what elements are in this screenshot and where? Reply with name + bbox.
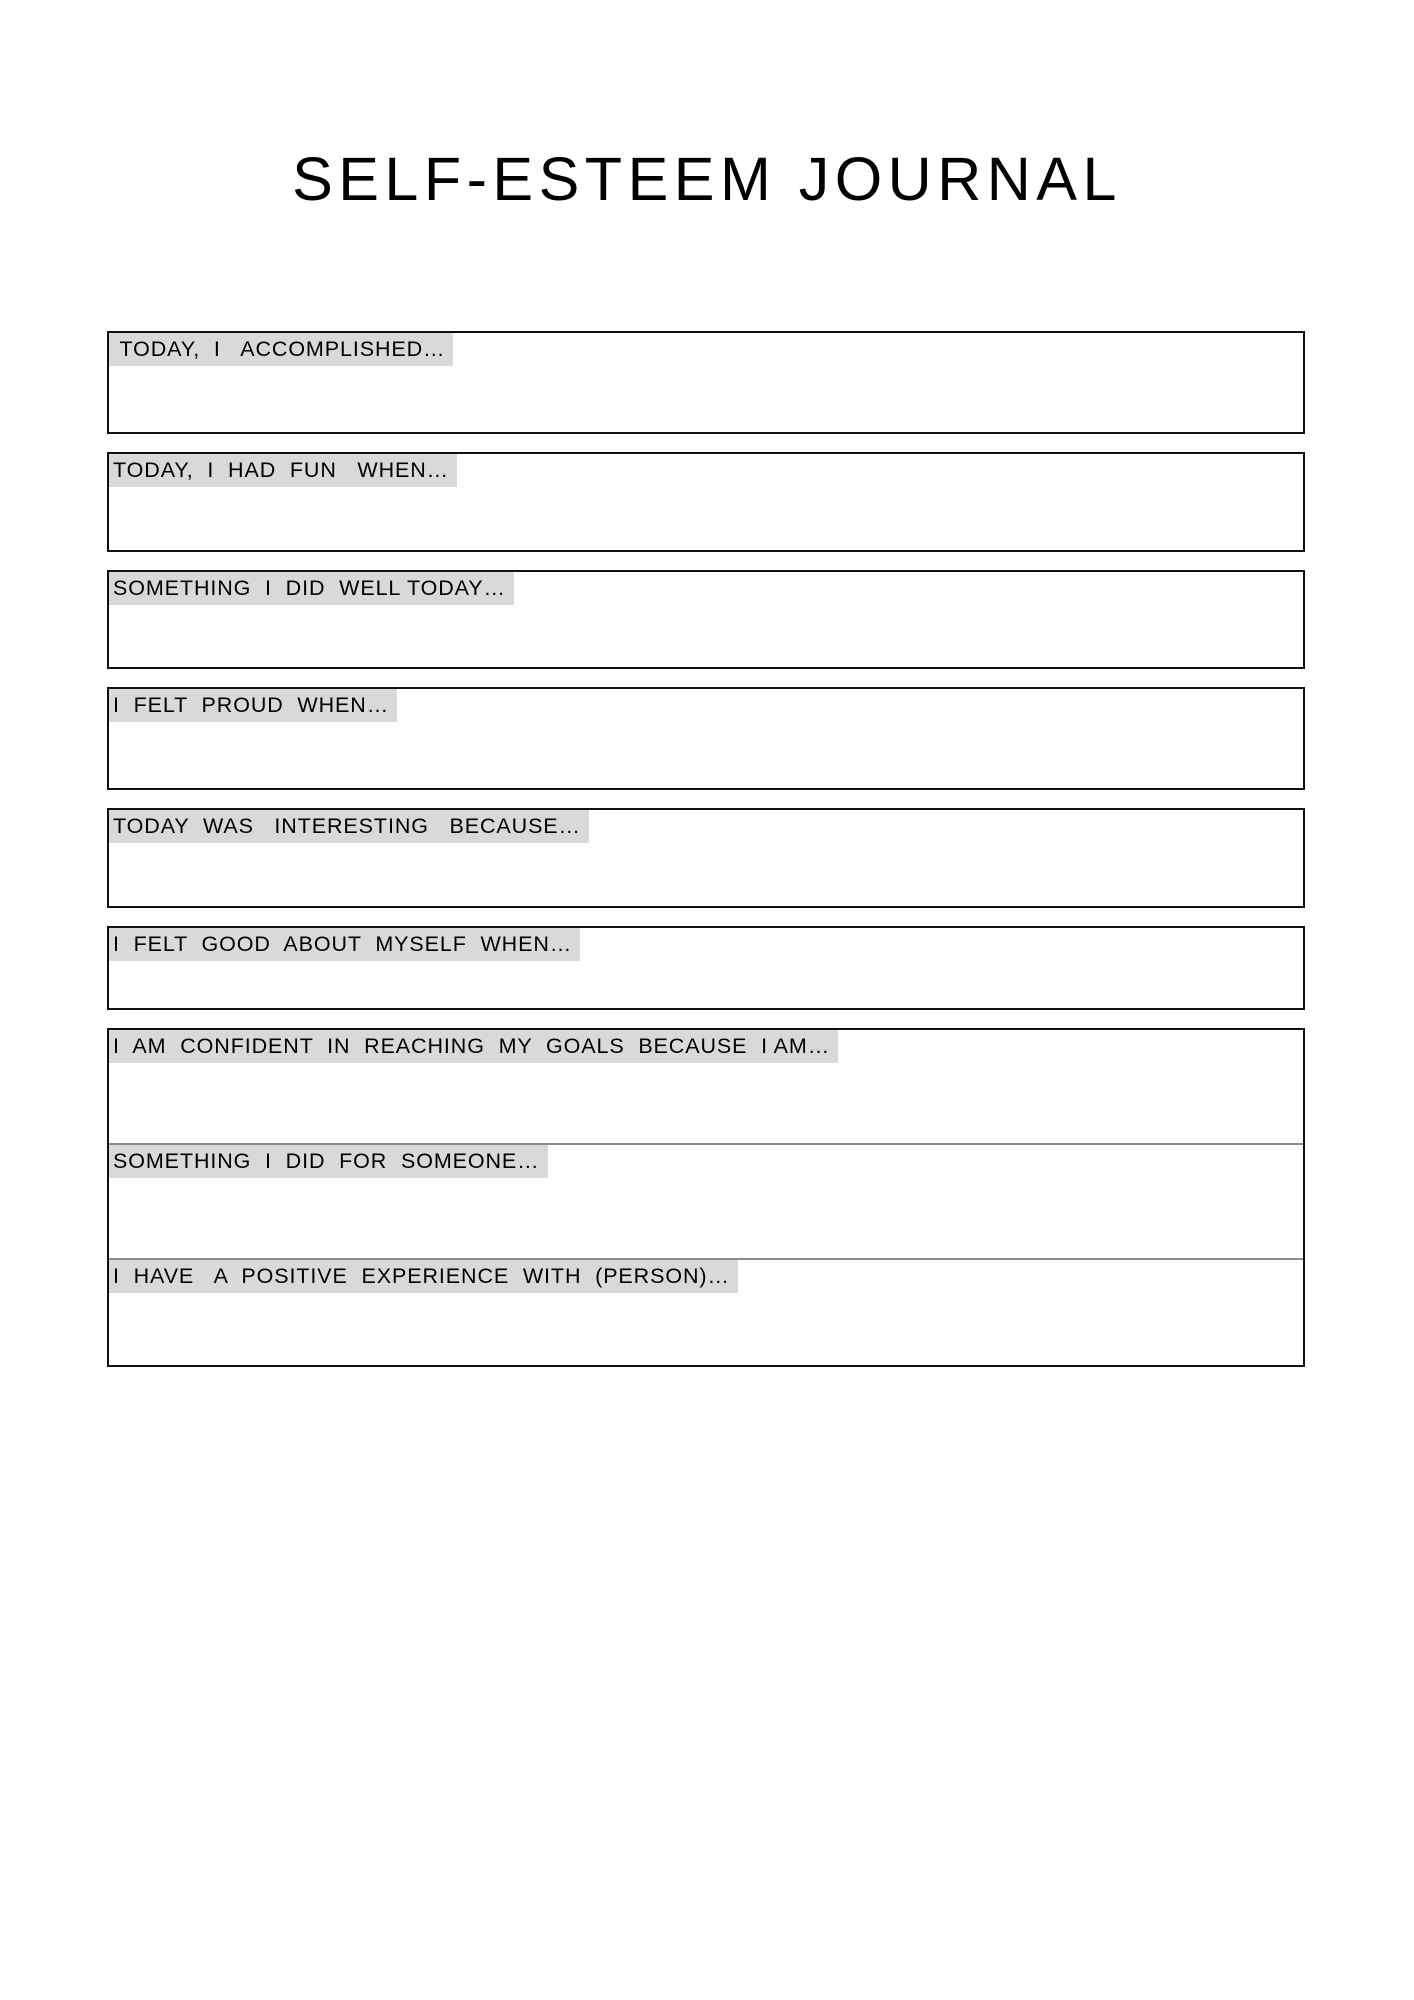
prompt-label-line	[109, 810, 1303, 843]
page-title: SELF-ESTEEM JOURNAL	[292, 144, 1122, 213]
answer-area-positive-experience-with-person[interactable]	[109, 1293, 1303, 1365]
prompt-list	[107, 331, 1305, 1367]
prompt-box-did-for-someone[interactable]	[109, 1145, 1303, 1260]
prompt-label-line	[109, 689, 1303, 722]
answer-area-did-for-someone[interactable]	[109, 1178, 1303, 1258]
prompt-label-line	[109, 1260, 1303, 1293]
answer-area-felt-good-about-myself[interactable]	[109, 961, 1303, 1008]
prompt-label-did-for-someone: SOMETHING I DID FOR SOMEONE…	[109, 1145, 548, 1178]
prompt-label-did-well-today: SOMETHING I DID WELL TODAY…	[109, 572, 514, 605]
prompt-box-did-well-today[interactable]	[107, 570, 1305, 669]
prompt-box-felt-good-about-myself[interactable]	[107, 926, 1305, 1010]
prompt-label-confident-reaching-goals: I AM CONFIDENT IN REACHING MY GOALS BECAUSE I AM…	[109, 1030, 838, 1063]
prompt-box-positive-experience-with-person[interactable]	[109, 1260, 1303, 1365]
answer-area-did-well-today[interactable]	[109, 605, 1303, 667]
prompt-group-bottom	[107, 1028, 1305, 1367]
prompt-label-line	[109, 572, 1303, 605]
prompt-label-line	[109, 333, 1303, 366]
prompt-label-felt-proud-when: I FELT PROUD WHEN…	[109, 689, 397, 722]
prompt-label-positive-experience-with-person: I HAVE A POSITIVE EXPERIENCE WITH (PERSON)…	[109, 1260, 738, 1293]
answer-area-felt-proud-when[interactable]	[109, 722, 1303, 788]
prompt-label-had-fun-when: TODAY, I HAD FUN WHEN…	[109, 454, 457, 487]
prompt-box-felt-proud-when[interactable]	[107, 687, 1305, 790]
page-title-container	[0, 106, 1414, 252]
prompt-label-accomplished: TODAY, I ACCOMPLISHED…	[109, 333, 453, 366]
prompt-label-line	[109, 1030, 1303, 1063]
answer-area-accomplished[interactable]	[109, 366, 1303, 432]
prompt-box-confident-reaching-goals[interactable]	[109, 1030, 1303, 1145]
prompt-label-felt-good-about-myself: I FELT GOOD ABOUT MYSELF WHEN…	[109, 928, 580, 961]
answer-area-confident-reaching-goals[interactable]	[109, 1063, 1303, 1143]
prompt-box-had-fun-when[interactable]	[107, 452, 1305, 552]
answer-area-had-fun-when[interactable]	[109, 487, 1303, 550]
prompt-label-today-was-interesting: TODAY WAS INTERESTING BECAUSE…	[109, 810, 589, 843]
answer-area-today-was-interesting[interactable]	[109, 843, 1303, 906]
prompt-box-accomplished[interactable]	[107, 331, 1305, 434]
prompt-box-today-was-interesting[interactable]	[107, 808, 1305, 908]
prompt-label-line	[109, 454, 1303, 487]
prompt-label-line	[109, 1145, 1303, 1178]
prompt-label-line	[109, 928, 1303, 961]
